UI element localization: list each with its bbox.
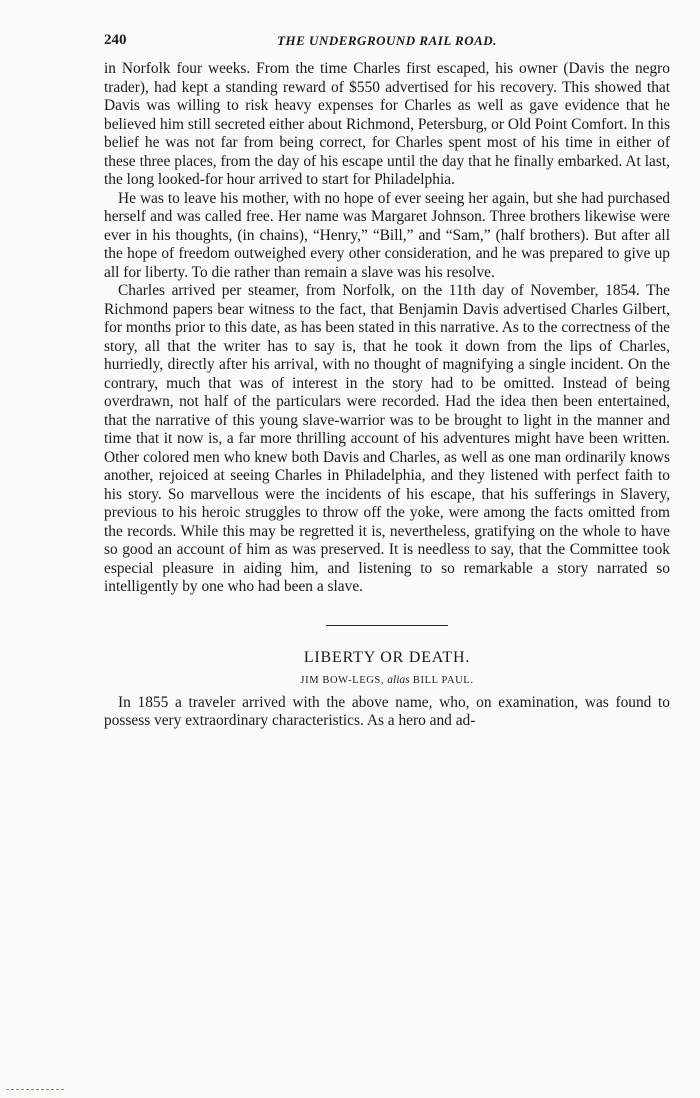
section-opening-paragraph: In 1855 a traveler arrived with the above name, who, on examination, was found to possess very extraordinary characteristics. As a hero and ad- [104,693,670,729]
subtitle-name: JIM BOW-LEGS, [300,674,385,686]
running-head: THE UNDERGROUND RAIL ROAD. [277,33,497,48]
subtitle-alt-name: BILL PAUL. [412,674,474,686]
book-page [104,32,670,731]
body-paragraph-1: in Norfolk four weeks. From the time Charles first escaped, his owner (Davis the negro trader), had kept a standing reward of $550 advertised for his recovery. This showed that Davis was willing to risk heavy expenses for Charles as well as gave evidence that he believed him still secreted either about Richmond, Petersburg, or Old Point Comfort. In this belief he was not far from being correct, for Charles spent most of his time in either of these three places, from the day of his escape until the day that he finally embarked. At last, the long looked-for hour arrived to start for Philadelphia. [104,60,670,188]
section-title: LIBERTY OR DEATH. [303,648,471,666]
page-number: 240 [104,32,127,48]
section-divider [326,625,448,626]
body-paragraph-3: Charles arrived per steamer, from Norfolk, on the 11th day of November, 1854. The Richmond papers bear witness to the fact, that Benjamin Davis advertised Charles Gilbert, for months prior to this date, as has been stated in this narrative. As to the correctness of the story, all that the writer has to say is, that he took it down from the lips of Charles, hurriedly, directly after his arrival, with no thought of magnifying a single incident. On the contrary, much that was of interest in the story had to be omitted. Instead of being overdrawn, not half of the particulars were recorded. Had the idea then been entertained, that the narrative of this young slave-warrior was to be brought to light in the manner and time that it now is, a far more thrilling account of his adventures might have been written. Other colored men who knew both Davis and Charles, as well as one man ordinarily knows another, rejoiced at seeing Charles in Philadelphia, and they listened with perfect faith to his story. So marvellous were the incidents of his escape, that his sufferings in Slavery, previous to his heroic struggles to throw off the yoke, were among the facts omitted from the records. While this may be regretted it is, nevertheless, gratifying on the whole to have so good an account of him as was preserved. It is needless to say, that the Committee took especial pleasure in aiding him, and listening to so remarkable a story narrated so intelligently by one who had been a slave. [104,282,670,595]
subtitle-alias: alias [387,673,410,686]
scan-artifact [6,1089,64,1090]
section-subtitle [104,674,670,686]
page-header [104,32,670,54]
body-paragraph-2: He was to leave his mother, with no hope of ever seeing her again, but she had purchased herself and was called free. Her name was Margaret Johnson. Three brothers likewise were ever in his thoughts, (in chains), “Henry,” “Bill,” and “Sam,” (half brothers). But after all the hope of freedom outweighed every other consideration, and he was prepared to give up all for liberty. To die rather than remain a slave was his resolve. [104,189,670,281]
